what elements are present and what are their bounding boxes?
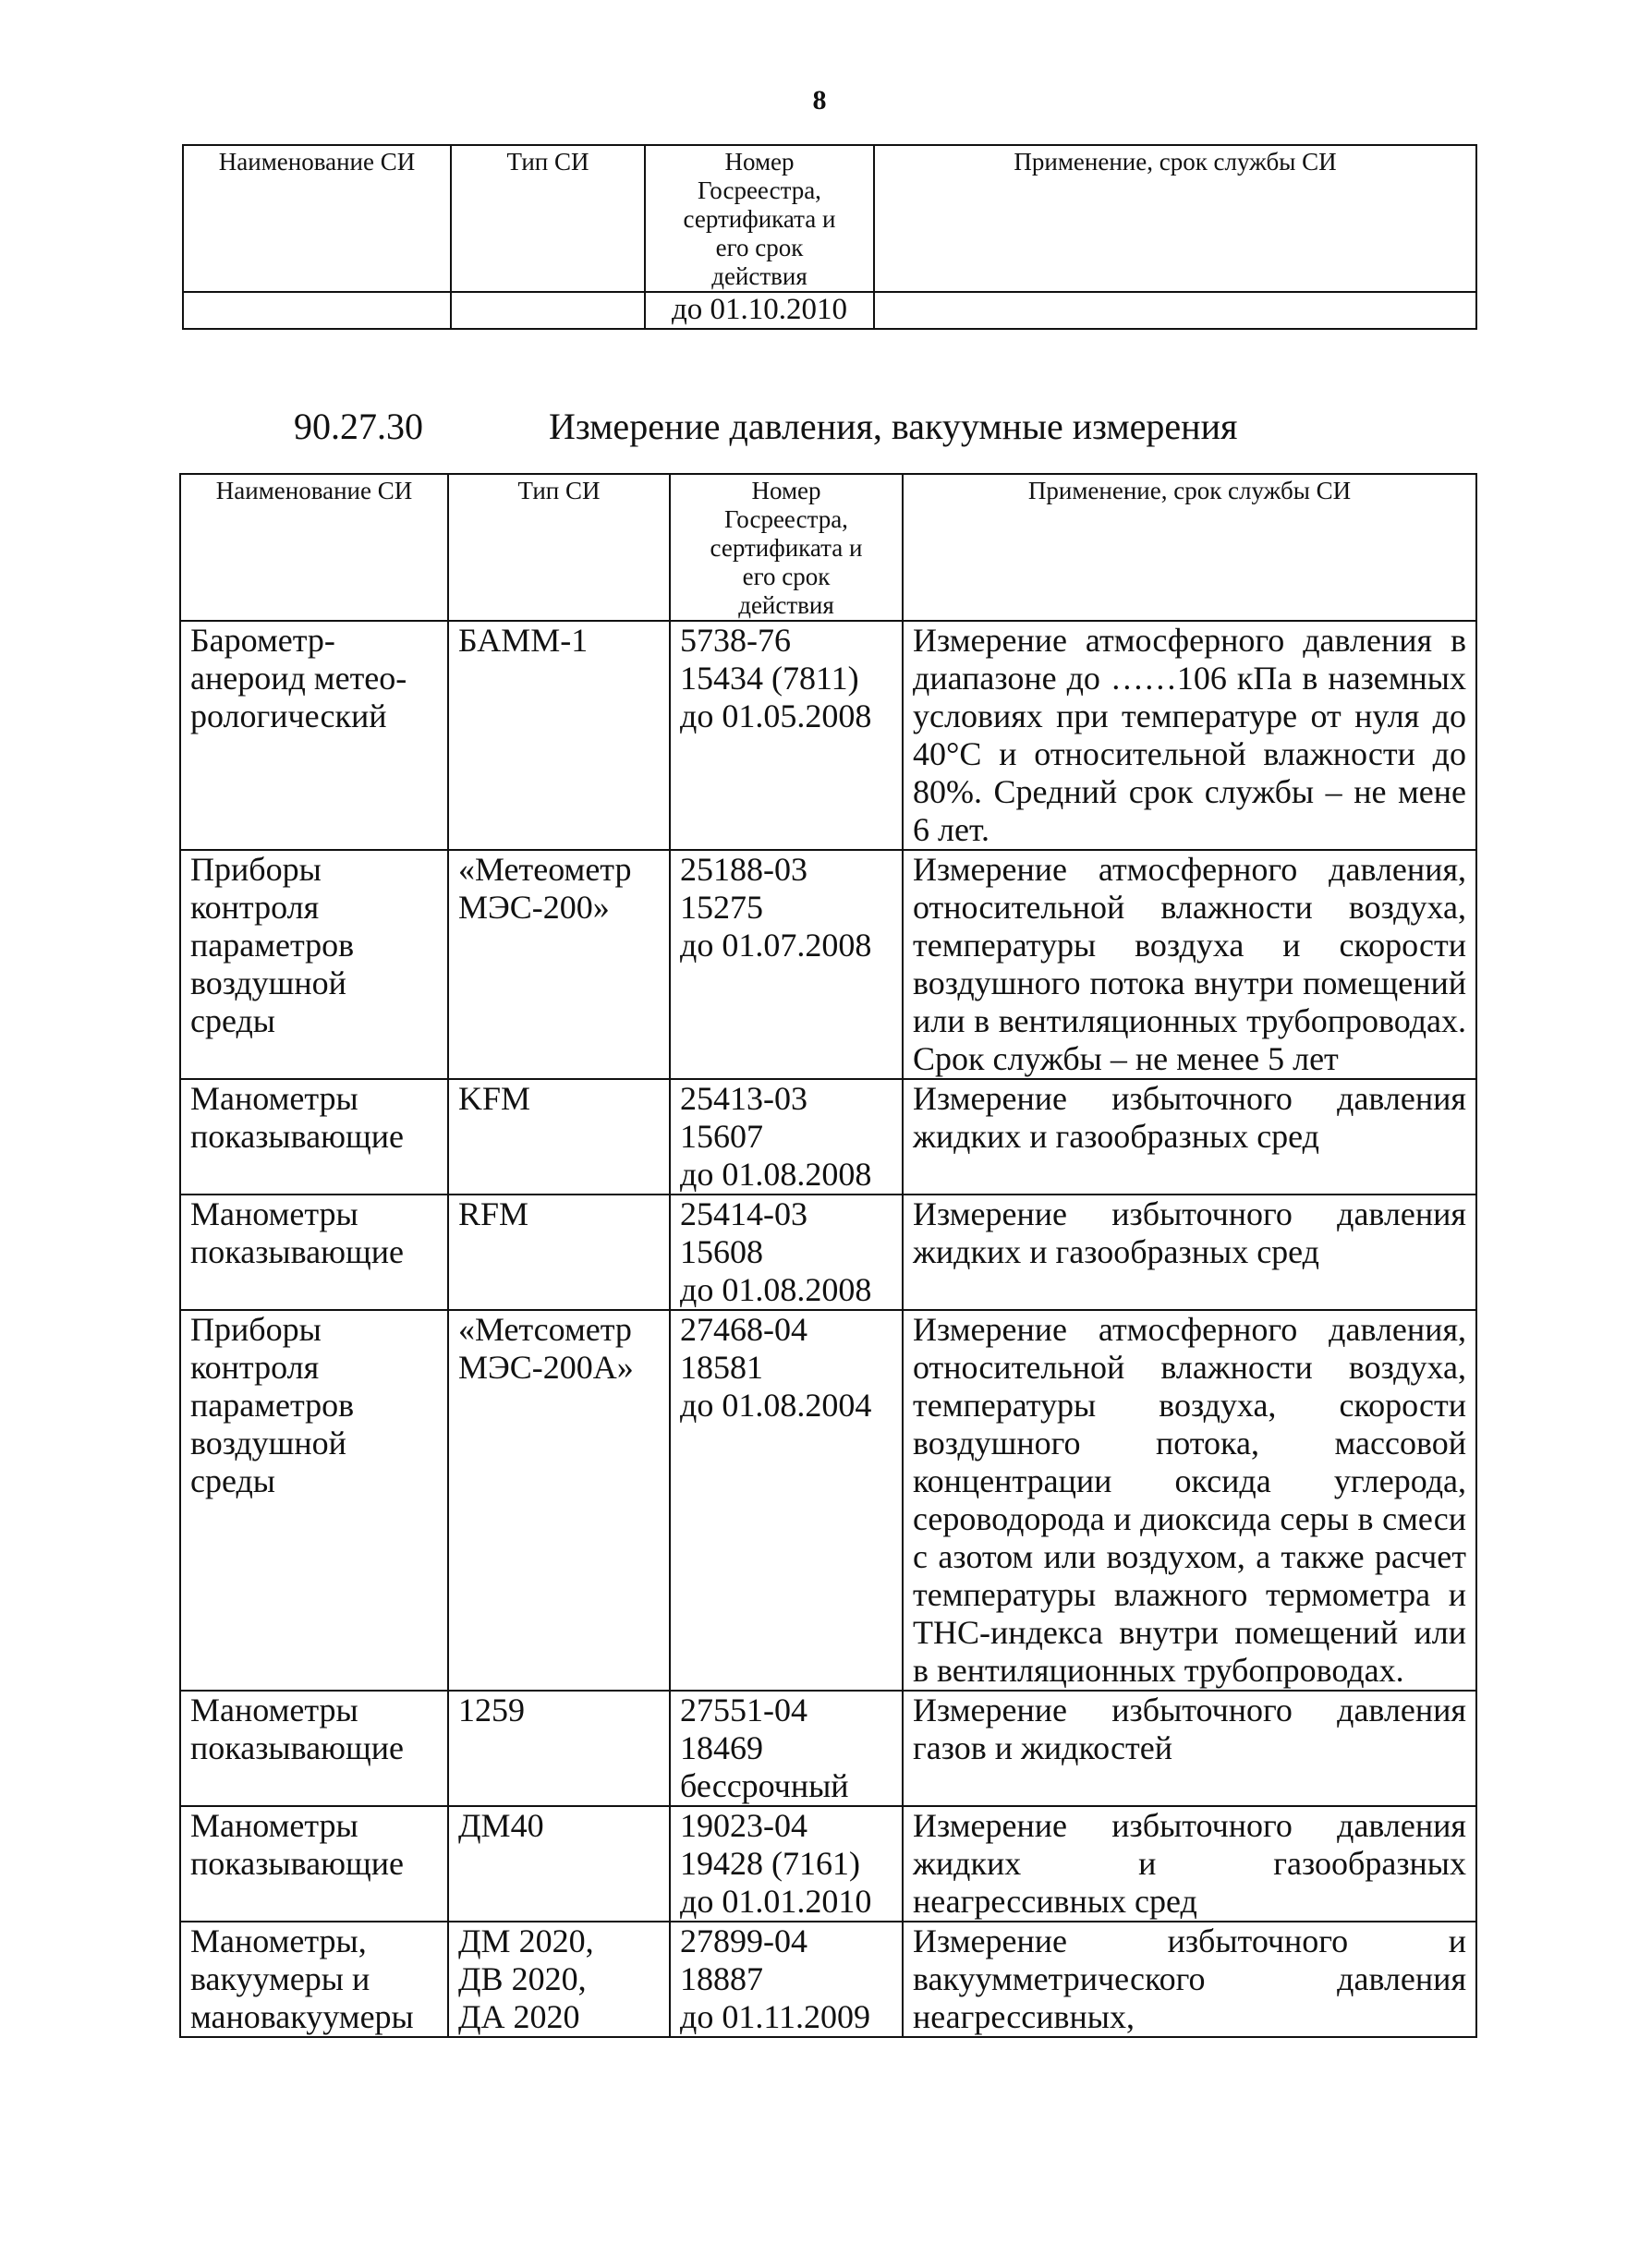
header-type: Тип СИ — [451, 145, 645, 292]
page-number: 8 — [812, 85, 827, 115]
cell-name — [180, 1310, 448, 1691]
cell-name-line: показывающие — [190, 1118, 404, 1155]
cell-register — [670, 1922, 903, 2037]
cell-name — [180, 1079, 448, 1195]
cell-type-line: «Метсометр — [458, 1311, 632, 1348]
instruments-table — [179, 473, 1477, 2038]
header-register — [670, 474, 903, 621]
cell-name-line: Манометры — [190, 1080, 358, 1117]
header-application: Применение, срок службы СИ — [874, 145, 1476, 292]
header-name: Наименование СИ — [180, 474, 448, 621]
table-row — [180, 1310, 1476, 1691]
cell-register-line: 27551-04 — [680, 1692, 807, 1728]
cell-type-line: ДА 2020 — [458, 1998, 580, 2035]
cell-name-line: параметров — [190, 927, 355, 964]
table-row — [180, 850, 1476, 1079]
cell-register-line: 15608 — [680, 1233, 763, 1270]
cell-name — [180, 1806, 448, 1922]
cell-name — [180, 1922, 448, 2037]
cell-name — [183, 292, 451, 329]
header-register-line: сертификата и — [710, 534, 863, 562]
cell-name — [180, 1195, 448, 1310]
header-register-line: его срок — [742, 563, 831, 590]
cell-register-line: 5738-76 — [680, 622, 791, 659]
header-register — [645, 145, 874, 292]
cell-name — [180, 1691, 448, 1806]
cell-register: до 01.10.2010 — [645, 292, 874, 329]
cell-register-line: 18469 — [680, 1729, 763, 1766]
cell-application: Измерение атмосферного давления, относительной влажности воздуха, температуры воздуха, скорости воздушного потока, массовой концентрации оксида углерода, сероводорода и диоксида серы в смеси с азотом или воздухом, а также расчет температуры влажного термометра и ТНС-индекса внутри помещений или в вентиляционных трубопроводах. — [903, 1310, 1476, 1691]
cell-application: Измерение избыточного давления жидких и газообразных сред — [903, 1195, 1476, 1310]
cell-name-line: воздушной — [190, 964, 346, 1001]
cell-register — [670, 621, 903, 850]
header-name: Наименование СИ — [183, 145, 451, 292]
cell-type — [448, 1195, 670, 1310]
header-register-line: Номер — [751, 477, 821, 504]
cell-type-line: KFM — [458, 1080, 531, 1117]
cell-name-line: Барометр- — [190, 622, 335, 659]
cell-name-line: параметров — [190, 1387, 355, 1424]
cell-register-line: 27899-04 — [680, 1922, 807, 1959]
cell-register — [670, 1310, 903, 1691]
cell-type — [448, 1310, 670, 1691]
cell-name-line: показывающие — [190, 1845, 404, 1882]
header-register-line: действия — [738, 591, 834, 619]
cell-name — [180, 621, 448, 850]
cell-register-line: до 01.08.2004 — [680, 1387, 872, 1424]
header-register-line: Номер — [724, 148, 795, 176]
cell-register-line: 18887 — [680, 1960, 763, 1997]
cell-name-line: Приборы — [190, 1311, 322, 1348]
cell-register-line: 27468-04 — [680, 1311, 807, 1348]
cell-name-line: анероид метео- — [190, 660, 407, 697]
table-row — [180, 621, 1476, 850]
cell-register-line: до 01.08.2008 — [680, 1156, 872, 1193]
cell-application: Измерение атмосферного давления, относительной влажности воздуха, температуры воздуха и скорости воздушного потока внутри помещений или в вентиляционных трубопроводах. Срок службы – не менее 5 лет — [903, 850, 1476, 1079]
cell-name-line: Манометры — [190, 1692, 358, 1728]
cell-name — [180, 850, 448, 1079]
header-register-line: Госреестра, — [698, 176, 821, 204]
cell-name-line: Приборы — [190, 851, 322, 888]
cell-name-line: показывающие — [190, 1729, 404, 1766]
cell-name-line: Манометры, — [190, 1922, 367, 1959]
cell-name-line: рологический — [190, 697, 387, 734]
cell-type — [448, 1806, 670, 1922]
cell-application: Измерение атмосферного давления в диапазоне до ……106 кПа в наземных условиях при температуре от нуля до 40°С и относительной влажности до 80%. Средний срок службы – не мене 6 лет. — [903, 621, 1476, 850]
cell-name-line: вакуумеры и — [190, 1960, 370, 1997]
cell-register-line: до 01.11.2009 — [680, 1998, 870, 2035]
cell-name-line: среды — [190, 1002, 275, 1039]
cell-type-line: ДМ40 — [458, 1807, 544, 1844]
cell-type — [448, 850, 670, 1079]
table-row — [183, 292, 1476, 329]
cell-register — [670, 1806, 903, 1922]
cell-register-line: 25188-03 — [680, 851, 807, 888]
table-row — [180, 1806, 1476, 1922]
cell-type-line: ДМ 2020, — [458, 1922, 594, 1959]
cell-name-line: среды — [190, 1462, 275, 1499]
cell-type-line: МЭС-200» — [458, 889, 610, 926]
cell-type-line: БАММ-1 — [458, 622, 589, 659]
cell-application: Измерение избыточного давления жидких и газообразных неагрессивных сред — [903, 1806, 1476, 1922]
cell-name-line: воздушной — [190, 1425, 346, 1461]
table-row — [180, 1691, 1476, 1806]
cell-register-line: 25414-03 — [680, 1195, 807, 1232]
cell-application: Измерение избыточного давления газов и жидкостей — [903, 1691, 1476, 1806]
cell-register-line: до 01.01.2010 — [680, 1883, 872, 1920]
cell-type-line: RFM — [458, 1195, 529, 1232]
header-application: Применение, срок службы СИ — [903, 474, 1476, 621]
cell-register-line: до 01.08.2008 — [680, 1271, 872, 1308]
cell-type — [448, 1079, 670, 1195]
cell-application: Измерение избыточного и вакуумметрического давления неагрессивных, — [903, 1922, 1476, 2037]
cell-register — [670, 1079, 903, 1195]
cell-register-line: 19023-04 — [680, 1807, 807, 1844]
cell-register — [670, 1195, 903, 1310]
cell-type — [448, 621, 670, 850]
cell-type — [448, 1691, 670, 1806]
cell-register-line: 18581 — [680, 1349, 763, 1386]
cell-register-line: до 01.05.2008 — [680, 697, 872, 734]
continuation-table — [182, 144, 1477, 330]
cell-name-line: Манометры — [190, 1195, 358, 1232]
cell-type-line: ДВ 2020, — [458, 1960, 587, 1997]
cell-register-line: до 01.07.2008 — [680, 927, 872, 964]
cell-register-line: 15434 (7811) — [680, 660, 859, 697]
table-header-row — [180, 474, 1476, 621]
header-register-line: его срок — [715, 234, 804, 261]
table-row — [180, 1195, 1476, 1310]
cell-type — [451, 292, 645, 329]
table-row — [180, 1922, 1476, 2037]
cell-application: Измерение избыточного давления жидких и газообразных сред — [903, 1079, 1476, 1195]
cell-application — [874, 292, 1476, 329]
table-body — [180, 621, 1476, 2037]
cell-type-line: 1259 — [458, 1692, 525, 1728]
cell-type-line: МЭС-200А» — [458, 1349, 634, 1386]
cell-name-line: контроля — [190, 1349, 320, 1386]
header-type: Тип СИ — [448, 474, 670, 621]
cell-name-line: Манометры — [190, 1807, 358, 1844]
table-header-row — [183, 145, 1476, 292]
cell-register-line: 15275 — [680, 889, 763, 926]
cell-name-line: контроля — [190, 889, 320, 926]
cell-register-line: 15607 — [680, 1118, 763, 1155]
cell-register-line: бессрочный — [680, 1767, 849, 1804]
table-row — [180, 1079, 1476, 1195]
cell-name-line: показывающие — [190, 1233, 404, 1270]
cell-register-line: 19428 (7161) — [680, 1845, 860, 1882]
header-register-line: Госреестра, — [724, 505, 848, 533]
header-register-line: сертификата и — [683, 205, 836, 233]
cell-register-line: 25413-03 — [680, 1080, 807, 1117]
cell-register — [670, 1691, 903, 1806]
cell-type — [448, 1922, 670, 2037]
section-title: Измерение давления, вакуумные измерения — [549, 406, 1238, 447]
cell-register — [670, 850, 903, 1079]
cell-type-line: «Метеометр — [458, 851, 632, 888]
header-register-line: действия — [711, 262, 807, 290]
section-code: 90.27.30 — [294, 406, 423, 447]
cell-name-line: мановакуумеры — [190, 1998, 414, 2035]
